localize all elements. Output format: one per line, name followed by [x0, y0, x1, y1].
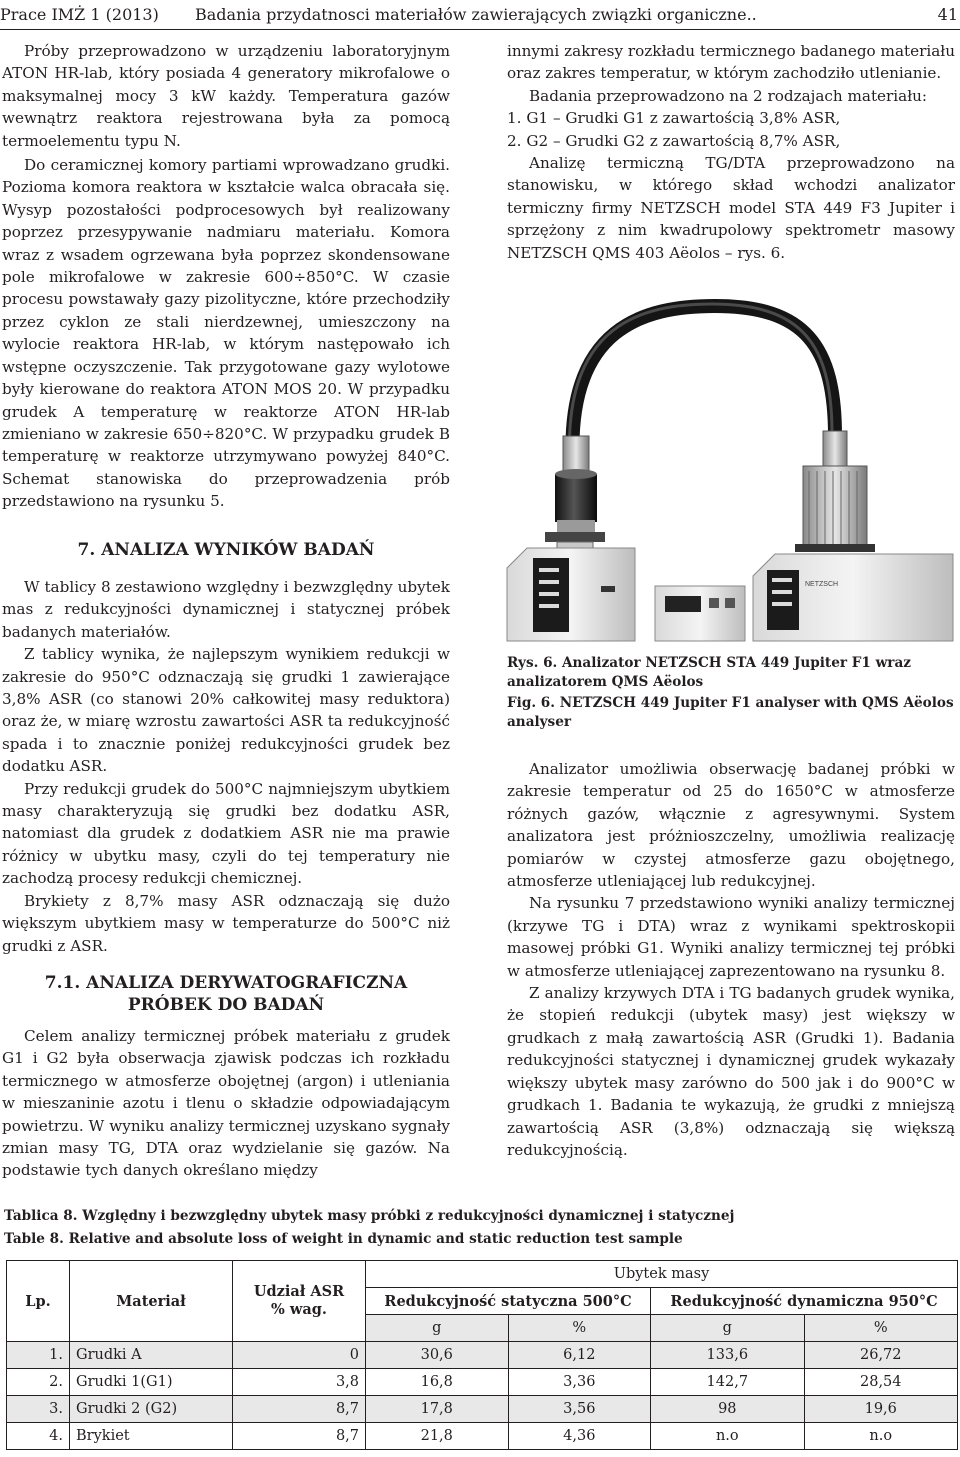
column-header-ubytek: Ubytek masy	[366, 1261, 958, 1288]
paragraph: Z analizy krzywych DTA i TG badanych grudek wynika, że stopień redukcji (ubytek masy) jest większy w grudkach z małą zawartością ASR (Grudki 1). Badania redukcyjności statycznej i dynamicznej grudek wykazały większy ubytek masy zarówno do 500 jak i do 900°C w grudkach 1. Badania te wykazują, że grudki z mniejszą zawartością ASR (3,8%) odznaczają się większą redukcyjnością.	[507, 984, 955, 1159]
cell-material: Brykiet	[70, 1423, 233, 1450]
page-header	[0, 0, 960, 30]
page-number: 41	[937, 5, 958, 24]
paragraph: Badania przeprowadzono na 2 rodzajach materiału:	[529, 86, 928, 105]
header-line: Udział ASR	[253, 1283, 345, 1300]
unit-header-percent: %	[508, 1315, 651, 1342]
cell-asr: 8,7	[233, 1396, 366, 1423]
section-7-body	[2, 576, 450, 957]
cell-dynamic-g: 98	[651, 1396, 804, 1423]
running-title: Badania przydatnosci materiałów zawierających związki organiczne..	[195, 5, 757, 24]
column-header-static: Redukcyjność statyczna 500°C	[366, 1288, 651, 1315]
cell-dynamic-percent: 28,54	[804, 1369, 957, 1396]
cell-dynamic-percent: n.o	[804, 1423, 957, 1450]
figure-caption-pl: Rys. 6. Analizator NETZSCH STA 449 Jupiter F1 wraz analizatorem QMS Aëolos	[507, 655, 911, 690]
left-column-intro	[2, 40, 450, 513]
table-row	[7, 1396, 958, 1423]
cell-static-g: 17,8	[366, 1396, 509, 1423]
cell-lp: 3.	[7, 1396, 70, 1423]
cell-dynamic-g: 133,6	[651, 1342, 804, 1369]
journal-name: Prace IMŻ 1 (2013)	[0, 5, 159, 24]
cell-asr: 8,7	[233, 1423, 366, 1450]
paragraph: Z tablicy wynika, że najlepszym wynikiem redukcji w zakresie do 950°C odznaczają się grudki 1 zawierające 3,8% ASR (co stanowi 20% całkowitej masy reduktora) oraz że, w miarę wzrostu zawartości ASR ta redukcyjność spada i to znacznie poniżej redukcyjności grudek bez dodatku ASR.	[2, 645, 450, 776]
cell-lp: 4.	[7, 1423, 70, 1450]
cell-asr: 3,8	[233, 1369, 366, 1396]
section-heading-7-1	[2, 972, 450, 1016]
column-header-lp: Lp.	[7, 1261, 70, 1342]
unit-header-g: g	[651, 1315, 804, 1342]
list-item: 1. G1 – Grudki G1 z zawartością 3,8% ASR,	[507, 109, 841, 128]
weight-loss-table	[6, 1260, 958, 1450]
figure-caption-en: Fig. 6. NETZSCH 449 Jupiter F1 analyser with QMS Aëolos analyser	[507, 695, 954, 730]
cell-static-percent: 6,12	[508, 1342, 651, 1369]
right-column-body	[507, 758, 955, 1161]
paragraph: innymi zakresy rozkładu termicznego badanego materiału oraz zakres temperatur, w którym zachodziło utlenianie.	[507, 42, 955, 83]
paragraph: Celem analizy termicznej próbek materiału z grudek G1 i G2 była obserwacja zjawisk podczas ich rozkładu termicznego w atmosferze obojętnej (argon) i utleniania w mieszaninie azotu i tlenu o składzie odpowiadającym powietrzu. W wyniku analizy termicznej uzyskano sygnały zmian masy TG, DTA oraz wydzielanie się gazów. Na podstawie tych danych określano między	[2, 1027, 450, 1180]
cell-static-percent: 3,56	[508, 1396, 651, 1423]
figure-netzsch-analyzer-photo	[505, 286, 957, 646]
cell-static-percent: 4,36	[508, 1423, 651, 1450]
column-header-asr	[233, 1261, 366, 1342]
column-header-material: Materiał	[70, 1261, 233, 1342]
section-7-1-body	[2, 1025, 450, 1182]
cell-lp: 2.	[7, 1369, 70, 1396]
cell-static-g: 21,8	[366, 1423, 509, 1450]
table-row	[7, 1369, 958, 1396]
cell-static-g: 30,6	[366, 1342, 509, 1369]
section-heading-7: 7. ANALIZA WYNIKÓW BADAŃ	[77, 540, 375, 560]
cell-material: Grudki A	[70, 1342, 233, 1369]
cell-static-g: 16,8	[366, 1369, 509, 1396]
paragraph: Do ceramicznej komory partiami wprowadzano grudki. Pozioma komora reaktora w kształcie walca obracała się. Wysyp pozostałości podprocesowych był realizowany poprzez przesypywanie nadmiaru materiału. Komora wraz z wsadem ogrzewana była poprzez skondensowane pole mikrofalowe w zakresie 600÷850°C. W czasie procesu powstawały gazy pizolityczne, które przechodziły przez cyklon ze stali nierdzewnej, umieszczony na wylocie reaktora HR-lab, w którym następowało ich wstępne oczyszczenie. Tak przygotowane gazy wylotowe były kierowane do reaktora ATON MOS 20. W przypadku grudek A temperaturę w reaktorze ATON HR-lab zmieniano w zakresie 650÷820°C. W przypadku grudek B temperaturę w reaktorze utrzymywano powyżej 840°C. Schemat stanowiska do przeprowadzenia prób przedstawiono na rysunku 5.	[2, 156, 450, 511]
paragraph: Analizator umożliwia obserwację badanej próbki w zakresie temperatur od 25 do 1650°C w atmosferze różnych gazów, włącznie z agresywnymi. System analizatora jest próżnioszczelny, umożliwia realizację pomiarów w czystej atmosferze gazu obojętnego, atmosferze utleniającej lub redukcyjnej.	[507, 760, 955, 891]
paragraph: Na rysunku 7 przedstawiono wyniki analizy termicznej (krzywe TG i DTA) wraz z wynikami spektroskopii masowej próbki G1. Wyniki analizy termicznej tej próbki w atmosferze utleniającej zaprezentowano na rysunku 8.	[507, 894, 955, 980]
list-item: 2. G2 – Grudki G2 z zawartością 8,7% ASR,	[507, 131, 841, 150]
table-caption-en: Table 8. Relative and absolute loss of weight in dynamic and static reduction test sample	[4, 1231, 683, 1247]
cell-material: Grudki 1(G1)	[70, 1369, 233, 1396]
paragraph: W tablicy 8 zestawiono względny i bezwzględny ubytek mas z redukcyjności dynamicznej i statycznej próbek badanych materiałów.	[2, 578, 450, 641]
table-row	[7, 1423, 958, 1450]
cell-dynamic-percent: 26,72	[804, 1342, 957, 1369]
cell-static-percent: 3,36	[508, 1369, 651, 1396]
table-row	[7, 1342, 958, 1369]
cell-asr: 0	[233, 1342, 366, 1369]
paragraph: Próby przeprowadzono w urządzeniu laboratoryjnym ATON HR-lab, który posiada 4 generatory mikrofalowe o maksymalnej mocy 3 kW każdy. Temperatura gazów wewnątrz reaktora rejestrowana była za pomocą termoelementu typu N.	[2, 42, 450, 150]
paragraph: Brykiety z 8,7% masy ASR odznaczają się dużo większym ubytkiem masy w temperaturze do 500°C niż grudki z ASR.	[2, 891, 450, 955]
heading-line: 7.1. ANALIZA DERYWATOGRAFICZNA	[44, 973, 408, 993]
cell-dynamic-percent: 19,6	[804, 1396, 957, 1423]
right-column-intro	[507, 40, 955, 264]
cell-dynamic-g: n.o	[651, 1423, 804, 1450]
header-line: % wag.	[271, 1301, 327, 1318]
column-header-dynamic: Redukcyjność dynamiczna 950°C	[651, 1288, 958, 1315]
heading-line: PRÓBEK DO BADAŃ	[127, 995, 325, 1015]
cell-dynamic-g: 142,7	[651, 1369, 804, 1396]
cell-material: Grudki 2 (G2)	[70, 1396, 233, 1423]
header-rule	[0, 29, 960, 30]
paragraph: Przy redukcji grudek do 500°C najmniejszym ubytkiem masy charakteryzują się grudki bez dodatku ASR, natomiast dla grudek z dodatkiem ASR nie ma prawie różnicy w ubytku masy, czyli do tej temperatury nie zachodzą procesy redukcji chemicznej.	[2, 779, 450, 888]
table-caption-pl: Tablica 8. Względny i bezwzględny ubytek masy próbki z redukcyjności dynamicznej i statycznej	[4, 1208, 735, 1224]
cell-lp: 1.	[7, 1342, 70, 1369]
unit-header-g: g	[366, 1315, 509, 1342]
unit-header-percent: %	[804, 1315, 957, 1342]
paragraph: Analizę termiczną TG/DTA przeprowadzono na stanowisku, w którego skład wchodzi analizator termiczny firmy NETZSCH model STA 449 F3 Jupiter i sprzężony z nim kwadrupolowy spektrometr masowy NETZSCH QMS 403 Aëolos – rys. 6.	[507, 154, 955, 262]
device-brand-label: NETZSCH	[805, 581, 839, 588]
